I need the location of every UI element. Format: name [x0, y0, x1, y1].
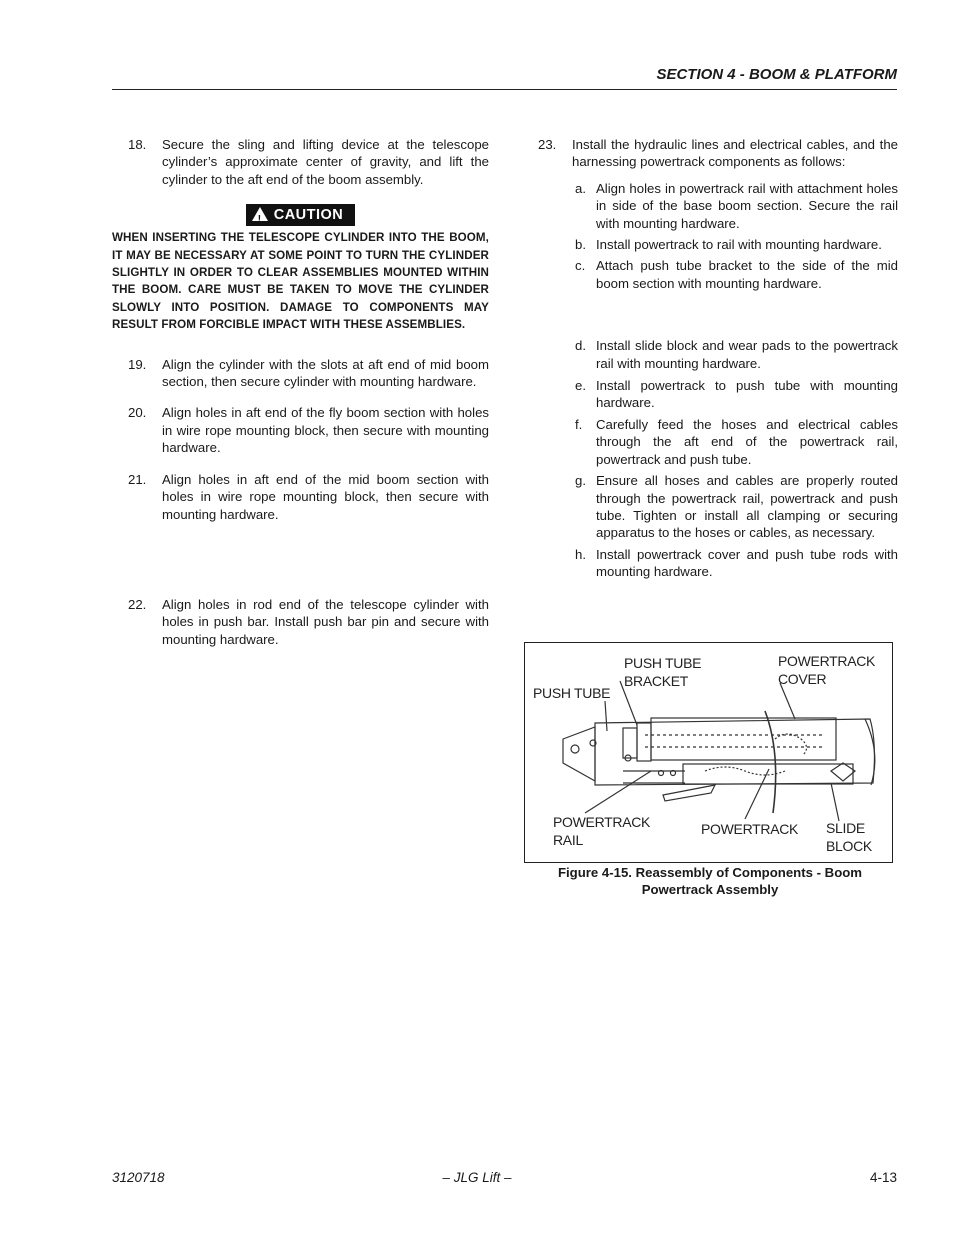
caution-badge: [246, 204, 356, 226]
substep-h: [522, 546, 898, 581]
substep-g: [522, 472, 898, 542]
label-push-tube-bracket: PUSH TUBE BRACKET: [624, 655, 702, 689]
mounting-plate: [563, 727, 595, 781]
substep-text: Ensure all hoses and cables are properly routed through the powertrack rail, powertrack and push tube. Tighten or install all clamping or securing apparatus to the hoses or cables, as necessary.: [596, 473, 898, 541]
step-19: [112, 356, 489, 391]
page-number: 4-13: [869, 1170, 897, 1185]
step-number: 21.: [128, 471, 147, 487]
substep-letter: h.: [575, 546, 586, 562]
label-powertrack: POWERTRACK: [701, 821, 799, 837]
substep-text: Attach push tube bracket to the side of the mid boom section with mounting hardware.: [596, 258, 898, 291]
step-text: Align holes in aft end of the mid boom section with holes in wire rope mounting block, then secure with mounting hardware.: [162, 471, 489, 522]
substep-c: [522, 257, 898, 292]
label-push-tube: PUSH TUBE: [533, 685, 611, 701]
substep-text: Install powertrack cover and push tube rods with mounting hardware.: [596, 546, 898, 580]
step-text: Align holes in aft end of the fly boom section with holes in wire rope mounting block, then secure with mounting hardware.: [162, 405, 489, 456]
step-number: 20.: [128, 405, 147, 421]
substep-letter: e.: [575, 378, 586, 394]
label-slide-block: SLIDE BLOCK: [826, 820, 872, 854]
substep-text: Install powertrack to push tube with mounting hardware.: [596, 378, 898, 411]
pivot-hole: [571, 745, 579, 753]
powertrack-cover-shape: [651, 718, 836, 760]
substep-a: [522, 180, 898, 232]
figure-caption: Figure 4-15. Reassembly of Components - Boom Powertrack Assembly: [557, 865, 863, 897]
label-powertrack-rail: POWERTRACK RAIL: [553, 814, 651, 848]
doc-number: 3120718: [112, 1170, 165, 1185]
step-22: [112, 596, 489, 648]
substep-letter: c.: [575, 258, 586, 274]
step-20: [112, 404, 489, 456]
step-text: Secure the sling and lifting device at the telescope cylinder’s approximate center of gravity, and lift the cylinder to the aft end of the boom assembly.: [162, 137, 489, 187]
powertrack-rail-shape: [683, 764, 853, 784]
left-column: [112, 136, 489, 648]
substep-text: Install slide block and wear pads to the powertrack rail with mounting hardware.: [596, 338, 898, 371]
substep-d: [522, 337, 898, 372]
right-column: [522, 136, 898, 581]
section-title: SECTION 4 - BOOM & PLATFORM: [656, 66, 897, 83]
step-number: 19.: [128, 356, 147, 372]
step-number: 18.: [128, 137, 147, 152]
substep-e: [522, 377, 898, 412]
caution-label: CAUTION: [273, 207, 344, 224]
step-21: [112, 471, 489, 523]
substep-b: [522, 236, 898, 253]
substep-text: Install powertrack to rail with mounting hardware.: [596, 237, 882, 253]
footer-center: – JLG Lift –: [442, 1170, 512, 1185]
header-divider: [112, 89, 897, 90]
caution-block: [112, 204, 489, 226]
substep-letter: b.: [575, 237, 586, 253]
substep-letter: g.: [575, 473, 586, 489]
step-number: 23.: [538, 137, 557, 152]
substep-f: [522, 416, 898, 468]
caution-text: WHEN INSERTING THE TELESCOPE CYLINDER INTO THE BOOM, IT MAY BE NECESSARY AT SOME POINT TO TURN THE CYLINDER SLIGHTLY IN ORDER TO CLEAR ASSEMBLIES MOUNTED WITHIN THE BOOM. CARE MUST BE TAKEN TO MOVE THE CYLINDER SLOWLY INTO POSITION. DAMAGE TO COMPONENTS MAY RESULT FROM FORCIBLE IMPACT WITH THESE ASSEMBLIES.: [112, 231, 489, 332]
powertrack-figure: [524, 642, 893, 863]
step-text: Install the hydraulic lines and electrical cables, and the harnessing powertrack components as follows:: [572, 137, 898, 170]
substep-text: Carefully feed the hoses and electrical cables through the aft end of the powertrack rail, powertrack and push tube.: [596, 416, 898, 467]
step-text: Align holes in rod end of the telescope cylinder with holes in push bar. Install push bar pin and secure with mounting hardware.: [162, 596, 489, 647]
step-number: 22.: [128, 596, 147, 612]
label-powertrack-cover: POWERTRACK COVER: [778, 653, 876, 687]
warning-triangle-icon: !: [252, 207, 268, 221]
step-18: [112, 136, 489, 188]
step-23: [522, 136, 898, 171]
substep-text: Align holes in powertrack rail with attachment holes in side of the base boom section. Secure the rail with mounting hardware.: [596, 180, 898, 231]
substep-letter: a.: [575, 180, 586, 196]
substep-letter: d.: [575, 338, 586, 354]
substep-letter: f.: [575, 416, 583, 432]
step-text: Align the cylinder with the slots at aft end of mid boom section, then secure cylinder with mounting hardware.: [162, 356, 489, 390]
